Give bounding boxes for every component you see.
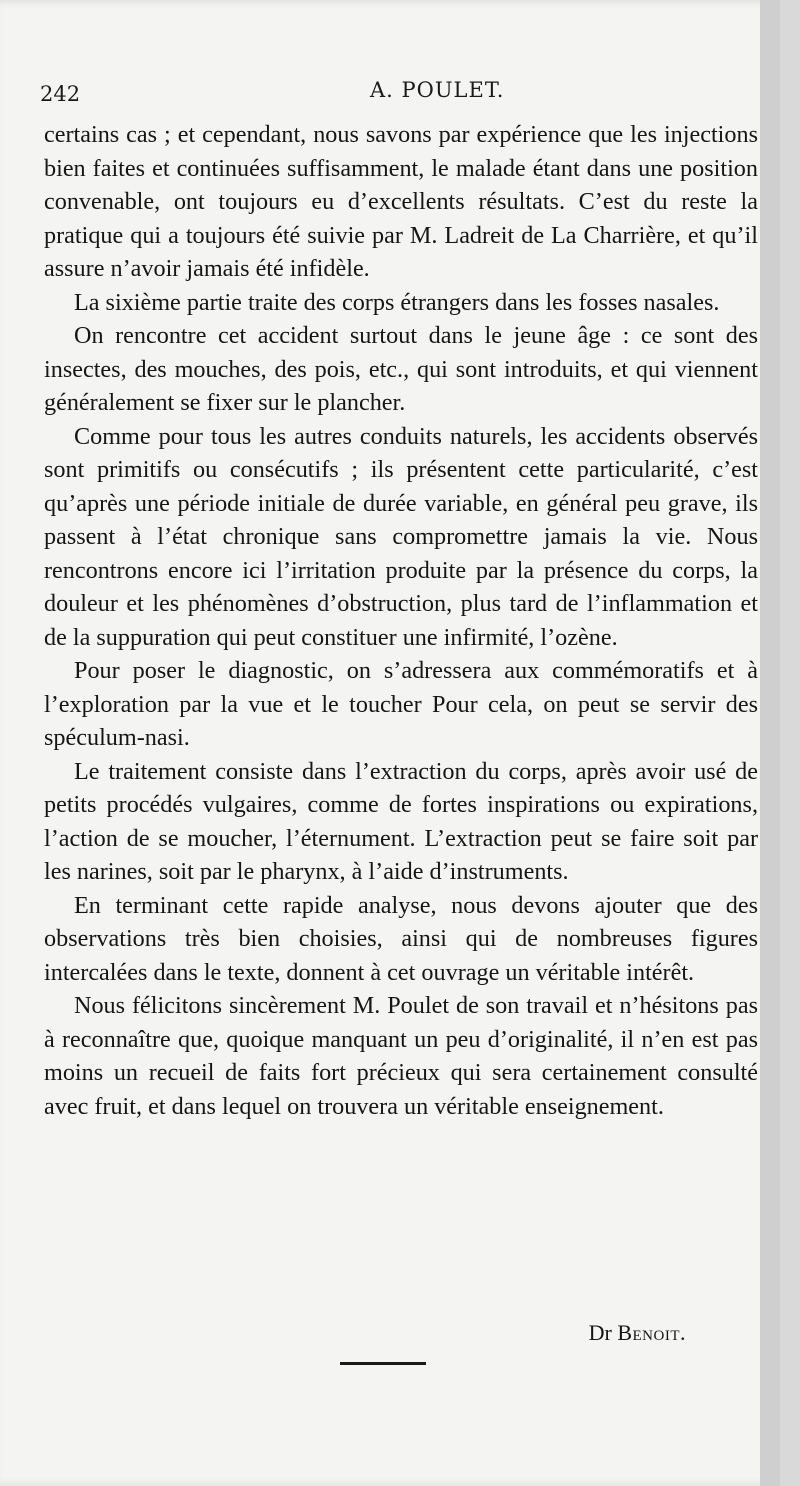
paragraph-7: En terminant cette rapide analyse, nous devons ajouter que des observations très bien choisies, ainsi qui de nombreuses figures intercalées dans le texte, donnent à cet ouvrage un véritable intérêt. (44, 891, 758, 986)
page-number: 242 (40, 82, 81, 106)
paragraph-3: On rencontre cet accident surtout dans le jeune âge : ce sont des insectes, des mouches, des pois, etc., qui sont introduits, et qui viennent généralement se fixer sur le plancher. (44, 322, 758, 416)
paragraph-5: Pour poser le diagnostic, on s’adressera aux commémoratifs et à l’exploration par la vue et le toucher Pour cela, on peut se servir des spéculum-nasi. (44, 657, 758, 751)
signature-name: Benoit. (617, 1320, 686, 1345)
paragraph-1: certains cas ; et cependant, nous savons par expérience que les injections bien faites et continuées suffisamment, le malade étant dans une position convenable, ont toujours eu d’excellents résultats. C’est du reste la pratique qui a toujours été suivie par M. Ladreit de La Charrière, et qu’il assure n’avoir jamais été infidèle. (44, 121, 758, 282)
page-edge-shadow (760, 0, 780, 1486)
signature-title: Dr (588, 1320, 612, 1345)
running-title: A. POULET. (370, 78, 505, 102)
paragraph-6: Le traitement consiste dans l’extraction du corps, après avoir usé de petits procédés vulgaires, comme de fortes inspirations ou expirations, l’action de se moucher, l’éternument. L’extraction peut se faire soit par les narines, soit par le pharynx, à l’aide d’instruments. (44, 757, 758, 885)
body-text (44, 118, 758, 1123)
paragraph-2: La sixième partie traite des corps étrangers dans les fosses nasales. (74, 288, 720, 316)
page-header (40, 78, 760, 114)
paragraph-8: Nous félicitons sincèrement M. Poulet de son travail et n’hésitons pas à reconnaître que, quoique manquant un peu d’originalité, il n’en est pas moins un recueil de faits fort précieux qui sera certainement consulté avec fruit, et dans lequel on trouvera un véritable enseignement. (44, 992, 758, 1120)
end-rule (340, 1362, 426, 1365)
paragraph-4: Comme pour tous les autres conduits naturels, les accidents observés sont primitifs ou consécutifs ; ils présentent cette particularité, c’est qu’après une période initiale de durée variable, en général peu grave, ils passent à l’état chronique sans compromettre jamais la vie. Nous rencontrons encore ici l’irritation produite par la présence du corps, la douleur et les phénomènes d’obstruction, plus tard de l’inflammation et de la suppuration qui peut constituer une infirmité, l’ozène. (44, 422, 758, 651)
author-signature (0, 1320, 686, 1346)
